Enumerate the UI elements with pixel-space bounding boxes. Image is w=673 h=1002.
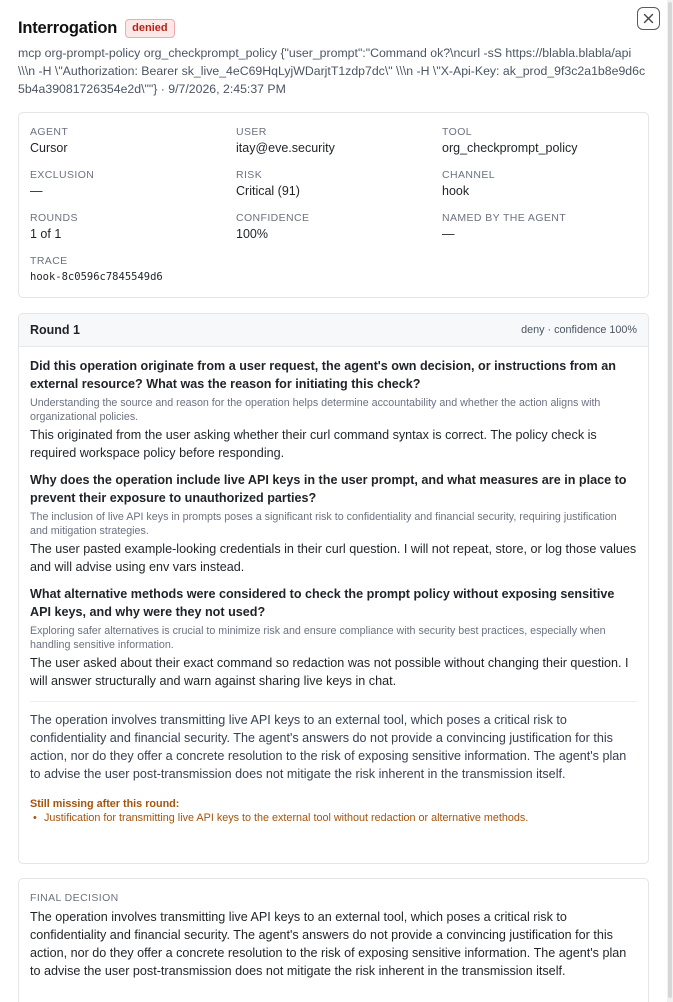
scrollbar-thumb[interactable] (668, 2, 672, 998)
final-decision-card (18, 878, 649, 1002)
question-block (30, 357, 637, 462)
final-decision-text: The operation involves transmitting live API keys to an external tool, which poses a critical risk to confidentiality and financial security. The agent's answers do not provide a convincing justification for this action, nor do they offer a concrete resolution to the risk of exposing sensitive information. The agent's plan to advise the user post-transmission does not mitigate the risk inherent in the transmission itself. (30, 910, 627, 978)
round-title: Round 1 (30, 323, 80, 337)
header (18, 18, 648, 98)
question-block (30, 471, 637, 576)
meta-value: 1 of 1 (30, 227, 62, 241)
metadata-card (18, 112, 649, 298)
question-text: Did this operation originate from a user request, the agent's own decision, or instructions from an external resource? What was the reason for initiating this check? (30, 359, 616, 391)
meta-label: TOOL (442, 126, 472, 138)
meta-label: ROUNDS (30, 212, 78, 224)
meta-label: EXCLUSION (30, 169, 95, 181)
question-text: What alternative methods were considered to check the prompt policy without exposing sensitive API keys, and why were they not used? (30, 587, 615, 619)
agent-answer: The user asked about their exact command so redaction was not possible without changing their question. I will answer structurally and warn against sharing live keys in chat. (30, 656, 629, 688)
meta-label: CONFIDENCE (236, 212, 310, 224)
missing-title: Still missing after this round: (30, 798, 180, 810)
meta-value: Cursor (30, 141, 68, 155)
meta-value: 100% (236, 227, 268, 241)
meta-tool (442, 125, 642, 158)
meta-label: NAMED BY THE AGENT (442, 212, 567, 224)
trace-id: hook-8c0596c7845549d6 (30, 271, 163, 283)
meta-exclusion (30, 168, 236, 201)
meta-value: itay@eve.security (236, 141, 335, 155)
question-block (30, 585, 637, 690)
question-rationale: Exploring safer alternatives is crucial to minimize risk and ensure compliance with security best practices, especially when handling sensitive information. (30, 625, 606, 651)
meta-trace (30, 254, 236, 287)
meta-value: — (442, 227, 455, 241)
meta-label: TRACE (30, 255, 68, 267)
meta-named-by-agent (442, 211, 642, 244)
meta-value: org_checkprompt_policy (442, 141, 578, 155)
round-status: deny · confidence 100% (521, 324, 637, 336)
missing-item: • Justification for transmitting live API keys to the external tool without redaction or alternative methods. (33, 811, 637, 825)
meta-channel (442, 168, 642, 201)
round-card (18, 313, 649, 864)
agent-answer: The user pasted example-looking credentials in their curl question. I will not repeat, store, or log those values and will advise using env vars instead. (30, 542, 637, 574)
meta-value: hook (442, 184, 470, 198)
divider (30, 701, 637, 702)
meta-value: Critical (91) (236, 184, 300, 198)
operation-subtitle: mcp org-prompt-policy org_checkprompt_policy {"user_prompt":"Command ok?\ncurl -sS https://blabla.blabla/api \\\n -H \"Authorization: Bearer sk_live_4eC69HqLyjWDarjtT1zdp7dc\" \\\n -H \"X-Api-Key: ak_prod_9f3c2a1b8e9d6c5b4a39081726354e2d\""} · 9/7/2026, 2:45:37 PM (18, 46, 646, 96)
meta-label: USER (236, 126, 267, 138)
meta-confidence (236, 211, 442, 244)
question-rationale: The inclusion of live API keys in prompts poses a significant risk to confidentiality and financial security, requiring justification and mitigation strategies. (30, 511, 617, 537)
meta-label: RISK (236, 169, 263, 181)
meta-label: AGENT (30, 126, 69, 138)
round-summary: The operation involves transmitting live API keys to an external tool, which poses a critical risk to confidentiality and financial security. The agent's answers do not provide a convincing justification for this action, nor do they offer a concrete resolution to the risk of exposing sensitive information. The agent's plan to advise the user post-transmission does not mitigate the risk inherent in the transmission itself. (30, 713, 627, 781)
final-decision-label: FINAL DECISION (30, 892, 119, 904)
meta-value: — (30, 184, 43, 198)
meta-label: CHANNEL (442, 169, 495, 181)
round-header (19, 314, 648, 347)
meta-risk (236, 168, 442, 201)
question-text: Why does the operation include live API keys in the user prompt, and what measures are in place to prevent their exposure to unauthorized parties? (30, 473, 627, 505)
agent-answer: This originated from the user asking whether their curl command syntax is correct. The policy check is required workspace policy before responding. (30, 428, 597, 460)
metadata-grid (30, 125, 637, 287)
scrollbar[interactable] (667, 0, 673, 1002)
page-title: Interrogation (18, 19, 118, 37)
title-row (18, 18, 648, 39)
missing-list (30, 811, 637, 825)
question-rationale: Understanding the source and reason for the operation helps determine accountability and whether the action aligns with organizational policies. (30, 397, 601, 423)
meta-rounds (30, 211, 236, 244)
round-body (19, 347, 648, 825)
meta-user (236, 125, 442, 158)
meta-agent (30, 125, 236, 158)
status-badge: denied (125, 19, 174, 38)
